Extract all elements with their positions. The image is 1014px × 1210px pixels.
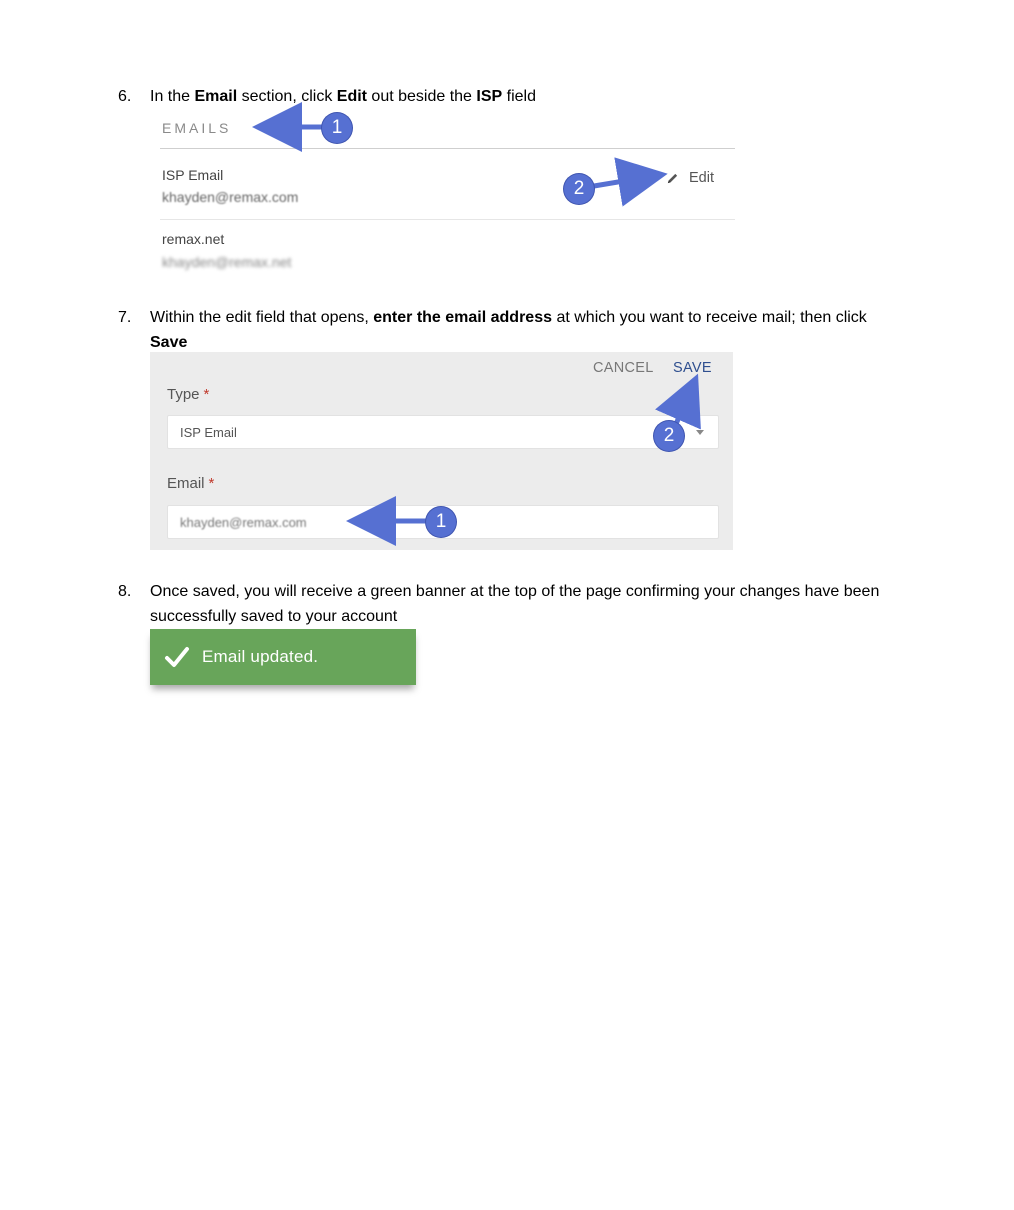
type-label [167, 386, 209, 403]
email-label-text: Email [167, 475, 205, 492]
isp-email-label: ISP Email [162, 167, 224, 183]
step-text-run: section, click [237, 88, 337, 105]
email-label [167, 475, 214, 492]
remax-net-label: remax.net [162, 231, 225, 247]
emails-heading: EMAILS [162, 120, 232, 136]
required-marker: * [203, 386, 210, 403]
step-text-run: at which you want to receive mail; then click [552, 309, 867, 326]
email-field-value: khayden@remax.com [180, 515, 307, 530]
pencil-icon [666, 172, 679, 185]
step-text-run: field [502, 88, 536, 105]
callout-1-emails: 1 [322, 113, 352, 143]
type-select-value: ISP Email [180, 425, 237, 440]
remax-net-value: khayden@remax.net [162, 254, 292, 270]
step-number: 6. [118, 88, 132, 105]
save-button[interactable]: SAVE [673, 360, 712, 376]
type-label-text: Type [167, 386, 200, 403]
step-number: 7. [118, 309, 132, 326]
step-text-bold: Save [150, 334, 188, 351]
callout-2-edit: 2 [564, 174, 594, 204]
step-number: 8. [118, 583, 132, 600]
step-text-run: Within the edit field that opens, [150, 309, 374, 326]
cancel-button[interactable]: CANCEL [593, 360, 654, 376]
step-text-bold: enter the email address [373, 309, 552, 326]
type-select[interactable] [167, 415, 719, 449]
edit-button[interactable] [666, 170, 714, 186]
callout-1-email-input: 1 [426, 507, 456, 537]
banner-message: Email updated. [202, 647, 319, 666]
step-text-bold: ISP [476, 88, 503, 105]
emails-section [150, 112, 735, 280]
step-text-bold: Edit [336, 88, 367, 105]
isp-email-value: khayden@remax.com [162, 189, 299, 205]
step-text-run: Once saved, you will receive a green banner at the top of the page confirming your changes have been successfully saved to your account [150, 583, 880, 625]
callout-2-save: 2 [654, 421, 684, 451]
section-divider [160, 148, 735, 149]
step-text [150, 579, 888, 629]
required-marker: * [208, 475, 215, 492]
success-banner [150, 629, 416, 685]
chevron-down-icon [696, 430, 704, 435]
step-text [150, 84, 888, 109]
step-text-bold: Email [194, 88, 238, 105]
step-text-run: out beside the [366, 88, 477, 105]
step-text [150, 305, 888, 355]
step-text-run: In the [150, 88, 195, 105]
checkmark-icon [164, 644, 190, 670]
row-divider [160, 219, 735, 220]
edit-label: Edit [689, 170, 714, 186]
